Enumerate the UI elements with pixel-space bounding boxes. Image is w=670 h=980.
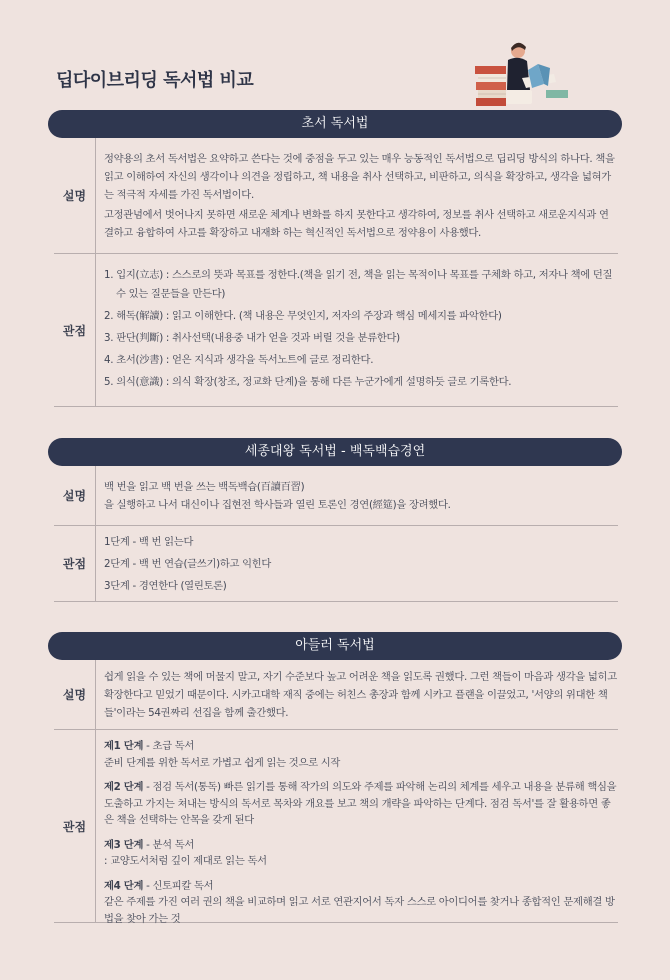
- step-item: [104, 779, 618, 829]
- view-list: [96, 254, 618, 406]
- reading-person-icon: [470, 38, 580, 114]
- step-name: - 초급 독서: [143, 740, 195, 752]
- step-item: [104, 738, 618, 771]
- list-item: 3. 판단(判斷) : 취사선택(내용중 내가 얻을 것과 버릴 것을 분류한다): [104, 332, 400, 344]
- step-head: 제1 단계: [104, 740, 144, 752]
- list-item: 2. 해독(解讀) : 읽고 이해한다. (책 내용은 무엇인지, 저자의 주장과 핵심 메세지를 파악한다): [104, 310, 502, 322]
- list-item: 4. 초서(沙書) : 얻은 지식과 생각을 독서노트에 글로 정리한다.: [104, 354, 374, 366]
- section-header: 초서 독서법: [48, 110, 622, 138]
- step-text: 같은 주제를 가진 여러 권의 책을 비교하며 읽고 서로 연관지어서 독자 스스로 아이디어를 찾거나 종합적인 문제해결 방법을 찾아 가는 것: [104, 896, 615, 925]
- section-header: 세종대왕 독서법 - 백독백습경연: [48, 438, 622, 466]
- description-paragraph: 쉽게 읽을 수 있는 책에 머물지 말고, 자기 수준보다 높고 어려운 책을 읽도록 권했다. 그런 책들이 마음과 생각을 넓히고 확장한다고 믿었기 때문이다. 시카고대학 재직 중에는 허친스 총장과 함께 시카고 플랜을 이끌었고, '서양의 위대한 책들'이라는 54권짜리 선집을 함께 출간했다.: [104, 671, 617, 719]
- step-name: - 점검 독서(통독) 빠른 읽기를 통해 작가의 의도와 주제를 파악해 논리의 체계를 세우고 내용을 분류해 핵심을 도출하고 가지는 쳐내는 방식의 독서로 목차와 개요를 보고 책의 개략을 파악하는 단계다. 점검 독서'를 잘 활용하면 좋은 책을 선택하는 안목을 갖게 된다: [104, 781, 617, 826]
- step-name: - 신토피칼 독서: [143, 879, 214, 892]
- step-head: 제3 단계: [104, 838, 144, 851]
- section-header: 아들러 독서법: [48, 632, 622, 660]
- row-label-view: 관점: [54, 254, 96, 406]
- description: [96, 660, 618, 729]
- list-item: 2단계 - 백 번 연습(글쓰기)하고 익힌다: [104, 558, 272, 570]
- description-line: 백 번을 읽고 백 번을 쓰는 백독백습(百讀百習): [104, 481, 305, 493]
- list-item: 5. 의식(意識) : 의식 확장(창조, 정교화 단계)을 통해 다른 누군가에게 설명하듯 글로 기록한다.: [104, 376, 512, 388]
- list-item: 1. 입지(立志) : 스스로의 뜻과 목표를 정한다.(책을 읽기 전, 책을 읽는 목적이나 목표를 구체화 하고, 저자나 책에 던질 수 있는 질문들을 만든다): [104, 269, 613, 300]
- row-label-desc: 설명: [54, 660, 96, 729]
- list-item: 3단계 - 경연한다 (열린토론): [104, 580, 227, 592]
- description-paragraph: 정약용의 초서 독서법은 요약하고 쓴다는 것에 중점을 두고 있는 매우 능동적인 독서법으로 딥리딩 방식의 하나다. 책을 읽고 이해하여 자신의 생각이나 의견을 정립하고, 책 내용을 취사 선택하고, 비판하고, 의식을 확장하고, 생각을 넓혀가는 적극적 자세를 가진 독서법이다.: [104, 153, 615, 201]
- list-item: 1단계 - 백 번 읽는다: [104, 536, 194, 548]
- step-text: : 교양도서처럼 깊이 제대로 읽는 독서: [104, 855, 267, 867]
- row-label-view: 관점: [54, 730, 96, 922]
- step-item: [104, 878, 618, 928]
- row-label-view: 관점: [54, 526, 96, 601]
- description: [96, 466, 618, 525]
- description-paragraph: 고정관념에서 벗어나지 못하면 새로운 체계나 변화를 하지 못한다고 생각하여, 정보를 취사 선택하고 새로운지식과 연결하고 융합하여 사고를 확장하고 내재화 하는 혁신적인 독서법으로 정약용이 사용했다.: [104, 209, 609, 239]
- section-choseo: [48, 110, 622, 407]
- description: [96, 138, 618, 253]
- step-head: 제4 단계: [104, 879, 144, 892]
- step-item: [104, 837, 618, 870]
- step-text: 준비 단계를 위한 독서로 가볍고 쉽게 읽는 것으로 시작: [104, 756, 341, 769]
- section-sejong: [48, 438, 622, 602]
- page-title: 딥다이브리딩 독서법 비교: [56, 70, 254, 91]
- step-head: 제2 단계: [104, 781, 144, 793]
- step-name: - 분석 독서: [143, 838, 195, 851]
- steps-list: [96, 730, 618, 925]
- section-adler: [48, 632, 622, 923]
- description-line: 을 실행하고 나서 대신이나 집현전 학사들과 열린 토론인 경연(經筵)을 장려했다.: [104, 499, 451, 511]
- view-list: [96, 526, 618, 601]
- row-label-desc: 설명: [54, 466, 96, 525]
- row-label-desc: 설명: [54, 138, 96, 253]
